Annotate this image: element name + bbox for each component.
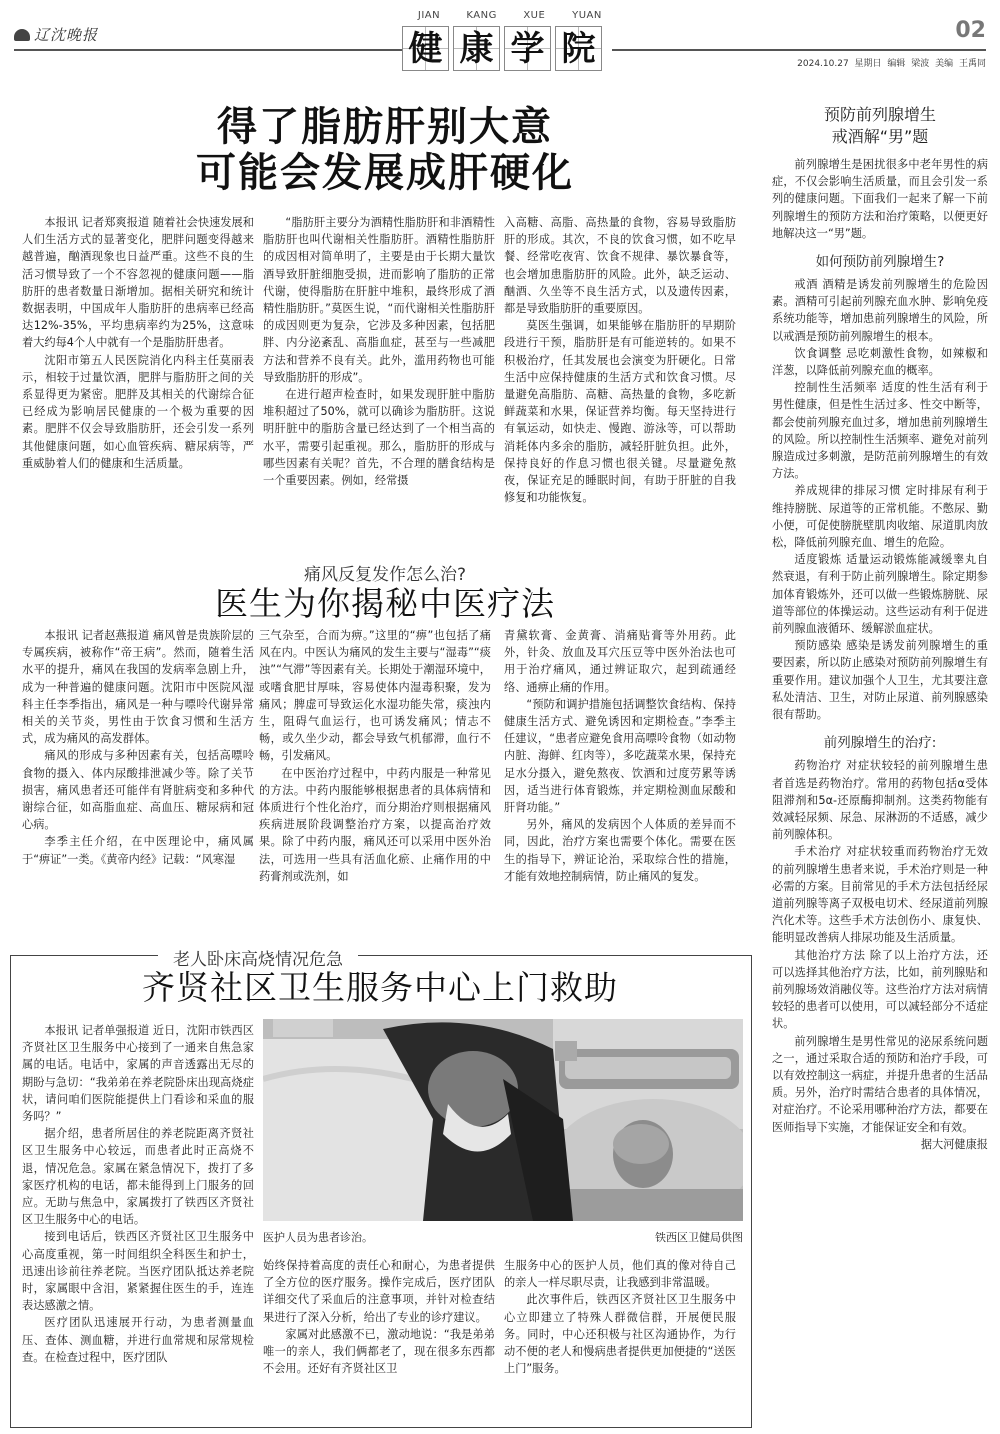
sidebar-treatment-list: 药物治疗 对症状较轻的前列腺增生患者首选是药物治疗。常用的药物包括α受体阻滞剂和5α-还原酶抑制剂。这类药物能有效减轻尿频、尿急、尿淋沥的不适感，减少前列腺体积。 手术治疗 对症状较重而药物治疗无效的前列腺增生患者来说，手术治疗则是一种必需的方案。目前常见的手术方法包括经尿道前列腺等离子双极电切术、经尿道前列腺汽化术等。这些手术方法创伤小、康复快、能明显改善病人排尿功能及生活质量。 其他治疗方法 除了以上治疗方法，还可以选择其他治疗方法，比如，前列腺贴和前列腺场效消融仪等。这些治疗方法对病情较轻的患者可以使用，可以减轻部分不适症状。 前列腺增生是男性常见的泌尿系统问题之一，通过采取合适的预防和治疗手段，可以有效控制这一病症，并提升患者的生活品质。另外，治疗时需结合患者的具体情况，对症治疗。不论采用哪种治疗方法，都要在医师指导下实施，才能保证安全和有效。 据大河健康报 xyxy=(772,757,988,1153)
sidebar-treatment-heading: 前列腺增生的治疗: xyxy=(823,735,937,752)
section-pinyin: JIAN KANG XUE YUAN xyxy=(417,10,602,21)
masthead xyxy=(0,0,1000,80)
sidebar-headline: 预防前列腺增生 戒酒解“男”题 xyxy=(823,105,936,146)
news-photo xyxy=(263,1019,743,1221)
article3-column-1: 本报讯 记者单强报道 近日，沈阳市铁西区齐贤社区卫生服务中心接到了一通来自焦急家属的电话。电话中，家属的声音透露出无尽的期盼与急切：“我弟弟在养老院卧床出现高烧症状，请问咱们医院能提供上门看诊和采血的服务吗？” 据介绍，患者所居住的养老院距离齐贤社区卫生服务中心较远，而患者此时正高烧不退，情况危急。家属在紧急情况下，拨打了多家医疗机构的电话，都未能得到上门服务的回应。无助与焦急中，家属拨打了铁西区齐贤社区卫生服务中心的电话。 接到电话后，铁西区齐贤社区卫生服务中心高度重视，第一时间组织全科医生和护士，迅速出诊前往养老院。当医疗团队抵达养老院时，家属眼中含泪，紧紧握住医生的手，连连表达感激之情。 医疗团队迅速展开行动，为患者测量血压、查体、测血糖，并进行血常规和尿常规检查。在检查过程中，医疗团队 xyxy=(22,1024,254,1364)
article3-column-3: 生服务中心的医护人员，他们真的像对待自己的亲人一样尽职尽责，让我感到非常温暖。 此次事件后，铁西区齐贤社区卫生服务中心立即建立了特殊人群微信群，开展便民服务。同时，中心还积极与社区沟通协作，为行动不便的老人和慢病患者提供更加便捷的“送医上门”服务。 xyxy=(504,1259,736,1376)
photo-medical-visit-icon xyxy=(263,1019,743,1221)
header-rule-left xyxy=(14,49,402,51)
sidebar-prevention-heading: 如何预防前列腺增生? xyxy=(815,254,945,271)
article2-column-3: 青黛软膏、金黄膏、消痛贴膏等外用药。此外，针灸、放血及耳穴压豆等中医外治法也可用于治疗痛风，通过辨证取穴，起到疏通经络、通痹止痛的作用。 “预防和调护措施包括调整饮食结构、保持健康生活方式、避免诱因和定期检查。”李季主任建议，“患者应避免食用高嘌呤食物（如动物内脏、海鲜、红肉等），多吃蔬菜水果，保持充足水分摄入，避免熬夜、饮酒和过度劳累等诱因，适当进行体育锻炼，并定期检测血尿酸和肝肾功能。” 另外，痛风的发病因个人体质的差异而不同，因此，治疗方案也需要个体化。需要在医生的指导下，辨证论治，采取综合性的措施，才能有效地控制病情，防止痛风的复发。 xyxy=(504,629,736,883)
sidebar-intro: 前列腺增生是困扰很多中老年男性的病症，不仅会影响生活质量，而且会引发一系列的健康问题。下面我们一起来了解一下前列腺增生的预防方法和治疗策略，以便更好地解决这一“男”题。 xyxy=(772,158,988,240)
sidebar-source: 据大河健康报 xyxy=(920,1137,988,1151)
section-char: 学 xyxy=(504,26,551,71)
section-char: 院 xyxy=(555,26,602,71)
page-number: 02 xyxy=(955,18,986,43)
page-meta: 2024.10.27 星期日 编辑 梁波 美编 王禹同 xyxy=(797,59,986,69)
logo-icon xyxy=(14,29,30,41)
photo-credit: 铁西区卫健局供图 xyxy=(655,1231,743,1244)
section-title xyxy=(402,26,602,71)
article2-subheadline: 痛风反复发作怎么治? xyxy=(303,565,467,585)
header-rule-right xyxy=(612,49,986,51)
article1-column-2: “脂肪肝主要分为酒精性脂肪肝和非酒精性脂肪肝也叫代谢相关性脂肪肝。酒精性脂肪肝的成因相对简单明了，主要是由于长期大量饮酒导致肝脏细胞受损，进而影响了脂肪的正常代谢，使得脂肪在肝脏中堆积，最终形成了酒精性脂肪肝。”莫医生说，“而代谢相关性脂肪肝的成因则更为复杂，它涉及多种因素，包括肥胖、内分泌紊乱、高脂血症，甚至与一些减肥方法和营养不良有关。此外，滥用药物也可能导致脂肪肝的形成”。 在进行超声检查时，如果发现肝脏中脂肪堆积超过了50%，就可以确诊为脂肪肝。这说明肝脏中的脂肪含量已经达到了一个相当高的水平，需要引起重视。那么，脂肪肝的形成与哪些因素有关呢？首先，不合理的膳食结构是一个重要因素。例如，经常摄 xyxy=(263,216,495,488)
article2-column-2: 三气杂至，合而为痹。”这里的“痹”也包括了痛风在内。中医认为痛风的发生主要与“湿毒”“痰浊”“气滞”等因素有关。长期处于潮湿环境中，或嗜食肥甘厚味，容易使体内湿毒积聚，发为痛风；脾虚可导致运化水湿功能失常，痰浊内生，阻碍气血运行，也可诱发痛风；情志不畅，或久坐少动，都会导致气机郁滞，血行不畅，引发痛风。 在中医治疗过程中，中药内服是一种常见的方法。中药内服能够根据患者的具体病情和体质进行个性化治疗，而分期治疗则根据痛风疾病进展阶段调整治疗方案，以提高治疗效果。除了中药内服，痛风还可以采用中医外治法，可选用一些具有活血化瘀、止痛作用的中药膏剂或洗剂，如 xyxy=(259,629,491,883)
sidebar-prostate-article xyxy=(772,104,988,1153)
photo-caption: 医护人员为患者诊治。 xyxy=(263,1231,373,1244)
article2-headline: 医生为你揭秘中医疗法 xyxy=(215,584,555,623)
article1-column-3: 入高糖、高脂、高热量的食物，容易导致脂肪肝的形成。其次，不良的饮食习惯，如不吃早餐、经常吃夜宵、饮食不规律、暴饮暴食等，也会增加患脂肪肝的风险。此外，缺乏运动、酗酒、久坐等不良生活方式，以及遗传因素，都是导致脂肪肝的重要原因。 莫医生强调，如果能够在脂肪肝的早期阶段进行干预，脂肪肝是有可能逆转的。如果不积极治疗，任其发展也会演变为肝硬化。日常生活中应保持健康的生活方式和饮食习惯。尽量避免高脂肪、高糖、高热量的食物，多吃新鲜蔬菜和水果，保证营养均衡。每天坚持进行有氧运动，如快走、慢跑、游泳等，可以帮助消耗体内多余的脂肪，减轻肝脏负担。此外，保持良好的作息习惯也很关键。尽量避免熬夜，保证充足的睡眠时间，有助于肝脏的自我修复和功能恢复。 xyxy=(504,216,736,505)
article3-subheadline: 老人卧床高烧情况危急 xyxy=(173,950,343,970)
article3-headline: 齐贤社区卫生服务中心上门救助 xyxy=(142,968,618,1007)
section-char: 健 xyxy=(402,26,449,71)
article3-column-2: 始终保持着高度的责任心和耐心，为患者提供了全方位的医疗服务。操作完成后，医疗团队详细交代了采血后的注意事项，并针对检查结果进行了深入分析，给出了专业的诊疗建议。 家属对此感激不已，激动地说：“我是弟弟唯一的亲人，我们俩都老了，现在很多东西都不会用。还好有齐贤社区卫 xyxy=(263,1259,495,1376)
sidebar-prevention-list: 戒酒 酒精是诱发前列腺增生的危险因素。酒精可引起前列腺充血水肿、影响免疫系统功能等，增加患前列腺增生的风险，所以戒酒是预防前列腺增生的根本。 饮食调整 忌吃刺激性食物，如辣椒和洋葱，以降低前列腺充血的概率。 控制性生活频率 适度的性生活有利于男性健康，但是性生活过多、性交中断等，都会使前列腺充血过多，增加患前列腺增生的风险。所以控制性生活频率、避免对前列腺造成过多刺激，是防范前列腺增生的有效方法。 养成规律的排尿习惯 定时排尿有利于维持膀胱、尿道等的正常机能。不憋尿、勤小便，可促使膀胱壁肌肉收缩、尿道肌肉放松，降低前列腺充血、增生的危险。 适度锻炼 适量运动锻炼能减缓睾丸自然衰退，有利于防止前列腺增生。除定期参加体育锻炼外，还可以做一些锻炼膀胱、尿道等部位的体操运动。这些运动有利于促进前列腺血液循环、缓解淤血症状。 预防感染 感染是诱发前列腺增生的重要因素，所以防止感染对预防前列腺增生有重要作用。建议加强个人卫生，尤其要注意私处清洁、卫生，对防止尿道、前列腺感染很有帮助。 xyxy=(772,278,988,722)
article1-headline: 得了脂肪肝别大意 可能会发展成肝硬化 xyxy=(196,104,574,196)
article3-frame-top-left xyxy=(10,955,158,956)
section-char: 康 xyxy=(453,26,500,71)
article2-column-1: 本报讯 记者赵燕报道 痛风曾是贵族阶层的专属疾病，被称作“帝王病”。然而，随着生活水平的提升，痛风在我国的发病率急剧上升，成为一种普遍的健康问题。沈阳市中医院风湿科主任李季指出，痛风是一种与嘌呤代谢异常相关的关节炎，男性由于饮食习惯和生活方式，成为痛风的高发群体。 痛风的形成与多种因素有关，包括高嘌呤食物的摄入、体内尿酸排泄减少等。除了关节损害，痛风患者还可能伴有肾脏病变和多种代谢综合征，如高脂血症、高血压、糖尿病和冠心病。 李季主任介绍，在中医理论中，痛风属于“痹证”一类。《黄帝内经》记载：“风寒湿 xyxy=(22,629,254,866)
newspaper-logo: 辽沈晚报 xyxy=(14,24,98,45)
article3-frame-top-right xyxy=(358,955,752,956)
article1-column-1: 本报讯 记者郑爽报道 随着社会快速发展和人们生活方式的显著变化，肥胖问题变得越来越普遍，酗酒现象也日益严重。这些不良的生活习惯导致了一个不容忽视的健康问题——脂肪肝的患者数量日渐增加。据相关研究和统计数据表明，中国成年人脂肪肝的患病率已经高达12%-35%，平均患病率约为25%，这意味着大约每4个人中就有一个是脂肪肝患者。 沈阳市第五人民医院消化内科主任莫丽表示，相较于过量饮酒，肥胖与脂肪肝之间的关系显得更为紧密。肥胖及其相关的代谢综合征已经成为影响居民健康的一个极为重要的因素。肥胖不仅会导致脂肪肝，还会引发一系列其他健康问题，如心血管疾病、糖尿病等，严重威胁着人们的健康和生活质量。 xyxy=(22,216,254,470)
